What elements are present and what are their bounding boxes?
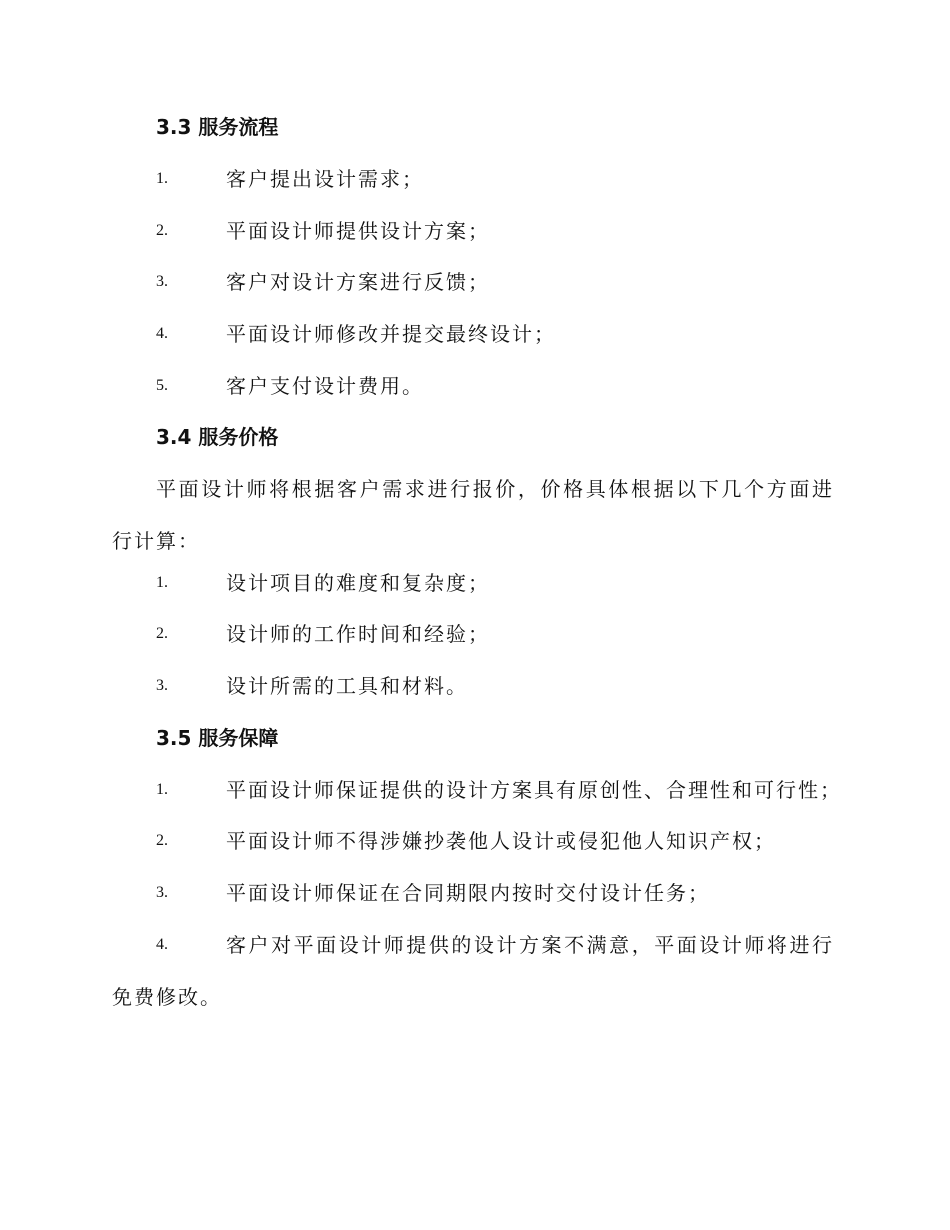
list-item-text: 平面设计师保证在合同期限内按时交付设计任务； — [226, 881, 710, 905]
list-item-number: 2. — [156, 832, 168, 849]
list-item — [0, 320, 950, 348]
list-item — [0, 217, 950, 245]
list-item-text: 设计所需的工具和材料。 — [226, 674, 468, 698]
body-paragraph: 平面设计师将根据客户需求进行报价，价格具体根据以下几个方面进行计算： — [112, 477, 834, 553]
list-item-text: 平面设计师不得涉嫌抄袭他人设计或侵犯他人知识产权； — [226, 829, 776, 853]
list-item-number: 4. — [156, 936, 168, 953]
list-item — [0, 165, 950, 193]
list-item-number: 5. — [156, 377, 168, 394]
list-item — [0, 879, 950, 907]
list-item-number: 3. — [156, 273, 168, 290]
list-item-number: 2. — [156, 222, 168, 239]
list-item-number: 4. — [156, 325, 168, 342]
list-item — [0, 372, 950, 400]
list-item-number: 1. — [156, 170, 168, 187]
list-item — [0, 827, 950, 855]
list-item-text: 平面设计师修改并提交最终设计； — [226, 322, 556, 346]
section-heading-3-4: 3.4 服务价格 — [156, 425, 279, 449]
list-item — [0, 672, 950, 700]
section-heading-3-5: 3.5 服务保障 — [156, 726, 279, 750]
list-item — [0, 268, 950, 296]
list-item-text: 设计项目的难度和复杂度； — [226, 571, 490, 595]
list-item-number: 1. — [156, 781, 168, 798]
list-item — [112, 919, 834, 1023]
list-item-text: 客户提出设计需求； — [226, 167, 424, 191]
list-item-text: 平面设计师提供设计方案； — [226, 219, 490, 243]
list-item-text: 客户对平面设计师提供的设计方案不满意，平面设计师将进行免费修改。 — [112, 933, 834, 1009]
list-item-number: 1. — [156, 574, 168, 591]
list-item — [0, 620, 950, 648]
list-item — [0, 776, 950, 804]
section-heading-3-3: 3.3 服务流程 — [156, 115, 279, 139]
list-item-text: 设计师的工作时间和经验； — [226, 622, 490, 646]
list-item-text: 客户对设计方案进行反馈； — [226, 270, 490, 294]
list-item — [0, 569, 950, 597]
list-item-number: 3. — [156, 677, 168, 694]
list-item-number: 2. — [156, 625, 168, 642]
list-item-text: 客户支付设计费用。 — [226, 374, 424, 398]
list-item-text: 平面设计师保证提供的设计方案具有原创性、合理性和可行性； — [226, 778, 842, 802]
list-item-number: 3. — [156, 884, 168, 901]
